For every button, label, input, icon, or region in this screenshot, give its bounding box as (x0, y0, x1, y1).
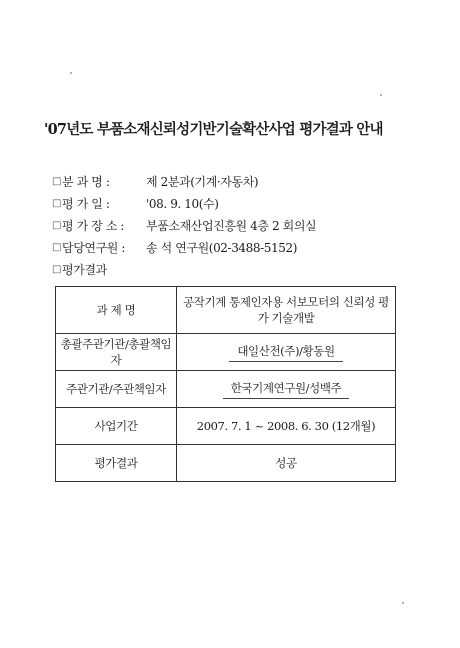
table-header-cell: 총괄주관기관/총괄책임자 (56, 334, 177, 371)
bullet-icon: □ (52, 263, 62, 275)
info-row-researcher (52, 236, 412, 258)
scan-speck (402, 602, 404, 604)
info-value: 제 2분과(기계·자동차) (146, 174, 259, 189)
bullet-icon: □ (52, 219, 62, 231)
table-row (56, 408, 396, 445)
table-header-cell: 과 제 명 (56, 287, 177, 334)
scan-speck (380, 94, 382, 96)
info-label: 분 과 명 : (62, 174, 110, 189)
section-label: 평가결과 (62, 262, 107, 277)
table-value-cell (177, 371, 396, 408)
info-label: 평 가 일 : (62, 196, 110, 211)
table-row (56, 287, 396, 334)
table-value-cell (177, 334, 396, 371)
bullet-icon: □ (52, 241, 62, 253)
info-value: 부품소재산업진흥원 4층 2 회의실 (146, 218, 317, 233)
info-label: 평 가 장 소 : (62, 218, 125, 233)
table-header-cell: 주관기관/주관책임자 (56, 371, 177, 408)
table-value-text: 한국기계연구원/성백주 (223, 380, 350, 399)
table-header-cell: 사업기간 (56, 408, 177, 445)
info-block (52, 170, 412, 280)
table-row (56, 371, 396, 408)
document-title: '07년도 부품소재신뢰성기반기술확산사업 평가결과 안내 (44, 121, 383, 138)
info-row-result-section (52, 258, 412, 280)
table-header-cell: 평가결과 (56, 445, 177, 482)
table-row (56, 445, 396, 482)
info-row-location (52, 214, 412, 236)
table-value-cell: 성공 (177, 445, 396, 482)
bullet-icon: □ (52, 175, 62, 187)
table-value-text: 대일산전(주)/황동원 (229, 343, 342, 362)
scan-speck (70, 72, 72, 74)
info-value: 송 석 연구원(02-3488-5152) (146, 240, 298, 255)
bullet-icon: □ (52, 197, 62, 209)
result-table (55, 286, 396, 482)
table-row (56, 334, 396, 371)
info-value: '08. 9. 10(수) (146, 196, 219, 211)
info-row-division (52, 170, 412, 192)
table-value-cell: 공작기계 통제인자용 서보모터의 신뢰성 평가 기술개발 (177, 287, 396, 334)
info-row-date (52, 192, 412, 214)
info-label: 담당연구원 : (62, 240, 126, 255)
table-value-cell: 2007. 7. 1 ~ 2008. 6. 30 (12개월) (177, 408, 396, 445)
